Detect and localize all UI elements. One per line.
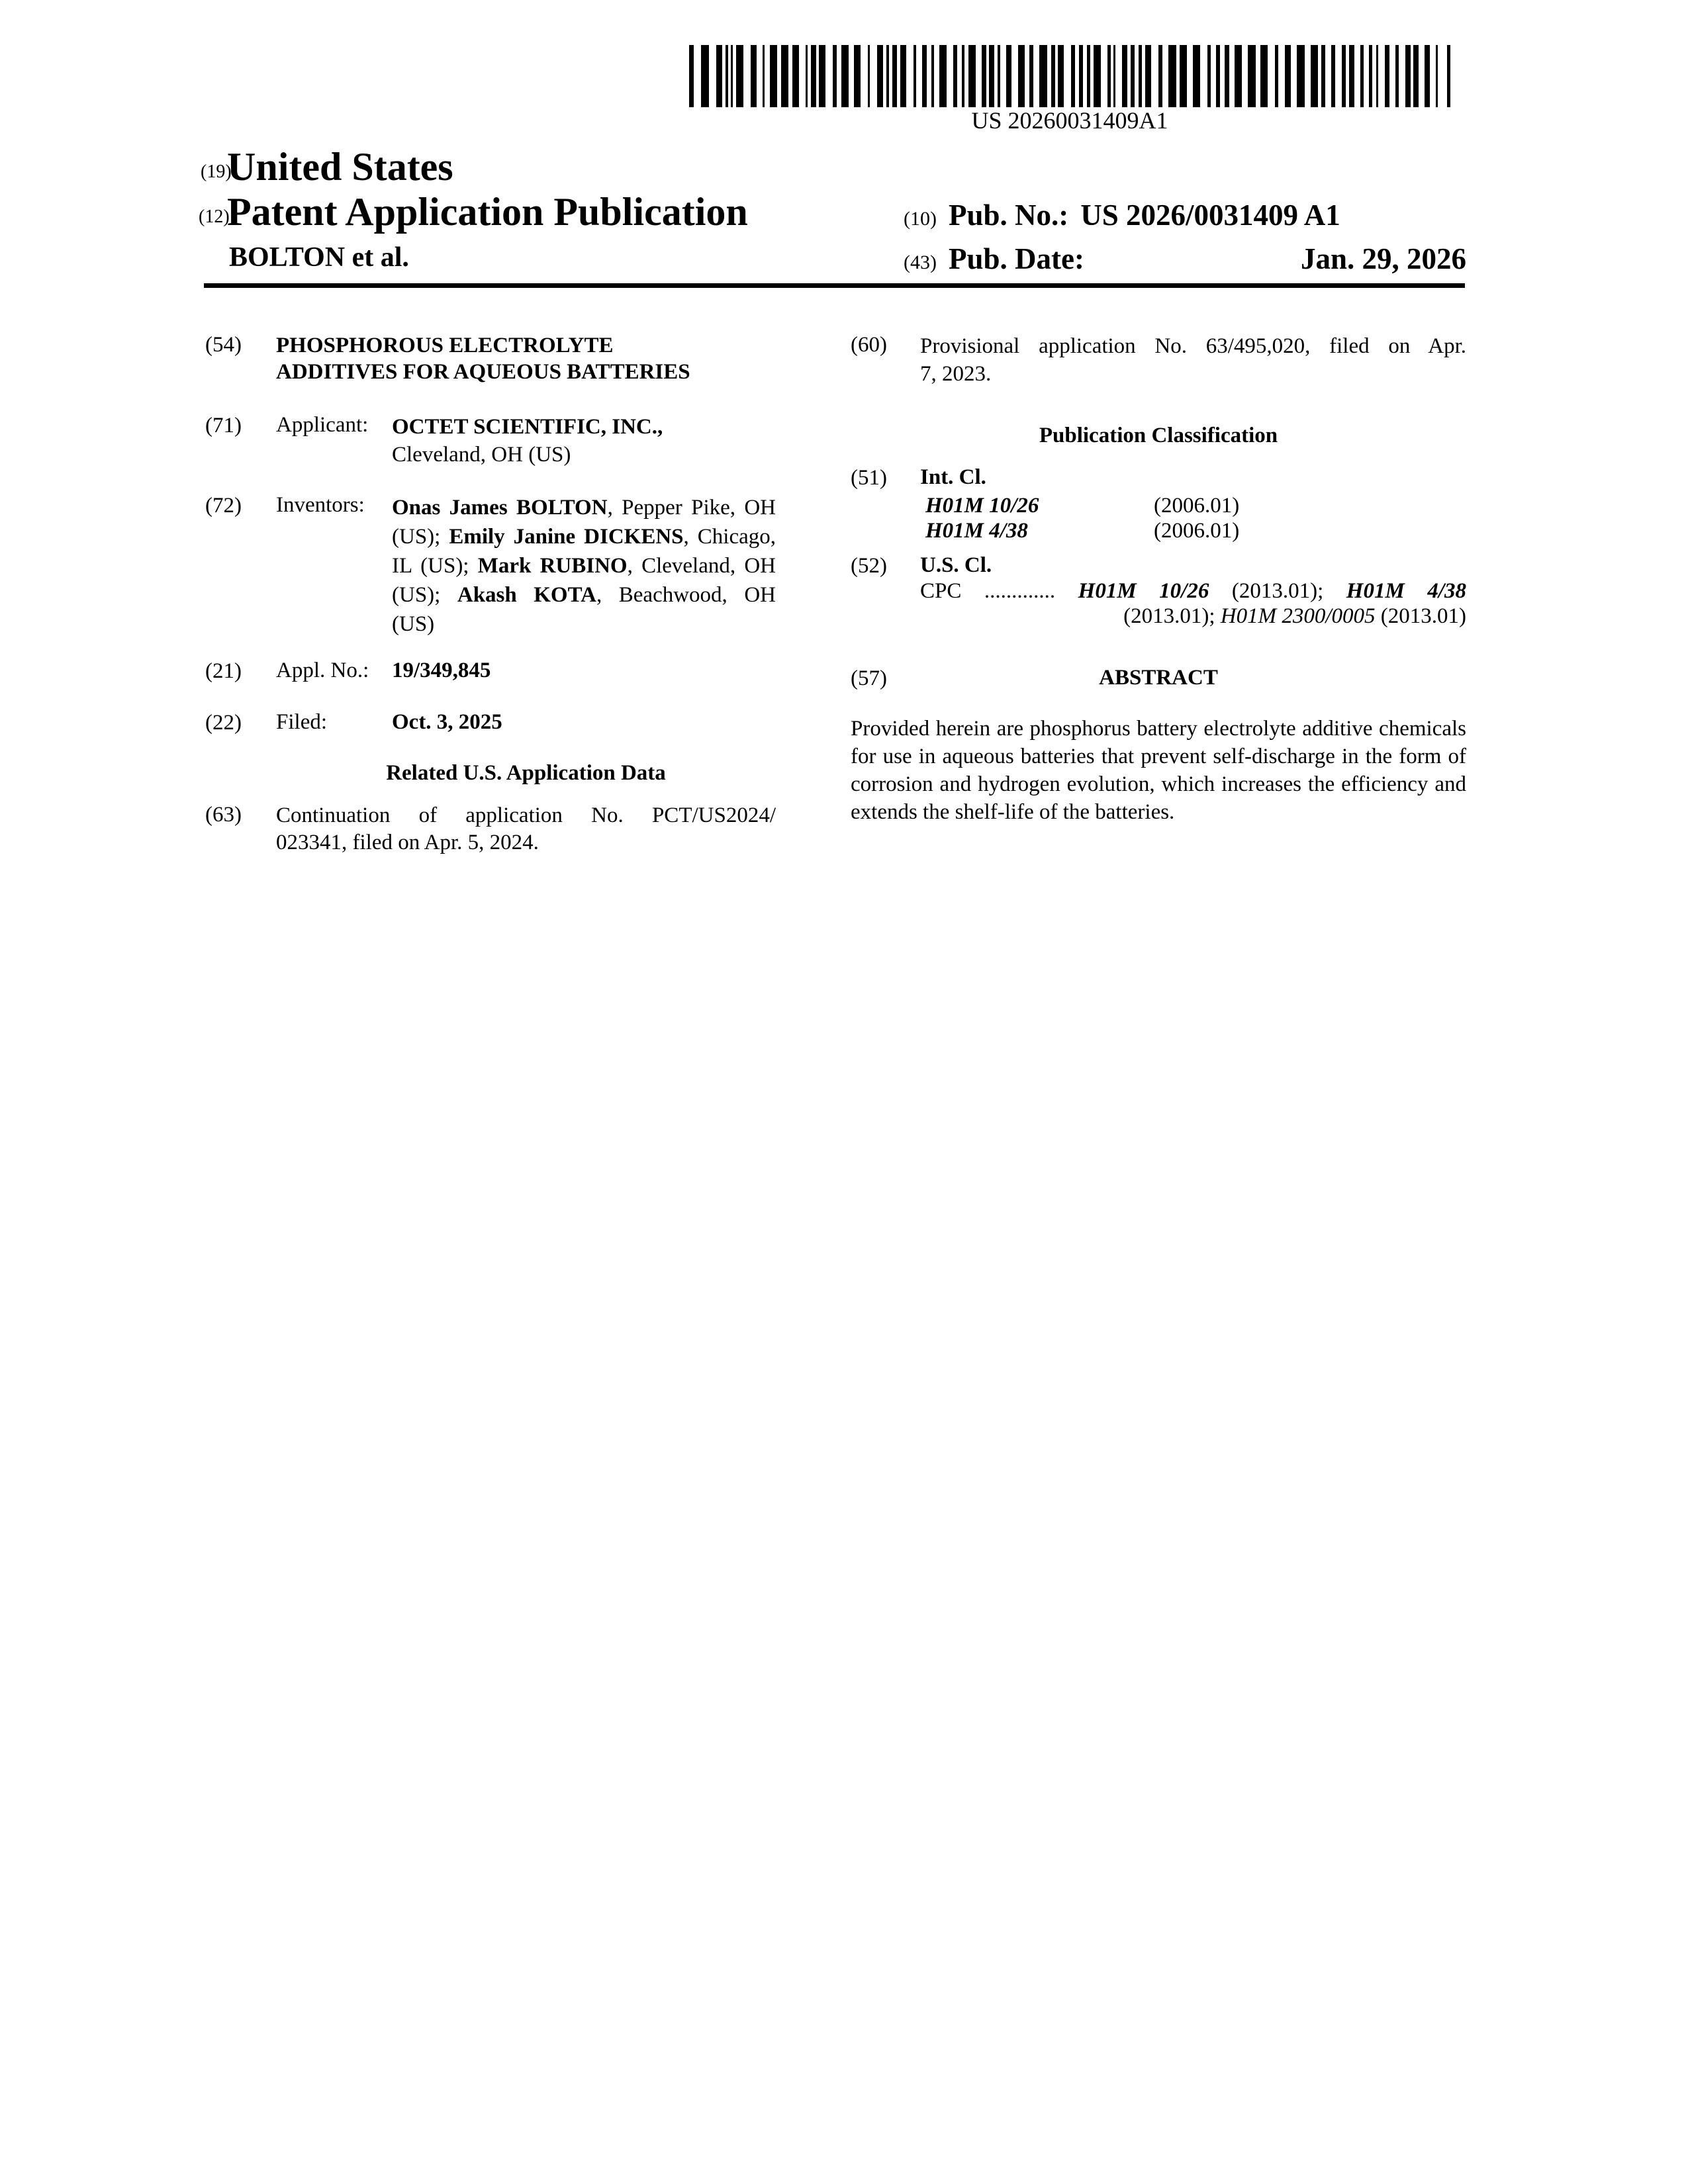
filed-tag: (22) [205, 711, 242, 735]
pub-no-value: US 2026/0031409 A1 [1080, 199, 1340, 232]
cpc-line2: (2013.01); H01M 2300/0005 (2013.01) [1123, 604, 1466, 628]
appl-no-value: 19/349,845 [392, 659, 491, 682]
pub-no-tag: (10) [904, 208, 937, 230]
int-cl-label: Int. Cl. [920, 465, 986, 489]
inventors-tag: (72) [205, 494, 242, 518]
invention-title [276, 332, 779, 385]
provisional-text [920, 332, 1466, 388]
filed-value: Oct. 3, 2025 [392, 710, 502, 734]
country-tag: (19) [201, 161, 232, 182]
invention-title-line1: PHOSPHOROUS ELECTROLYTE [276, 334, 614, 357]
int-cl-year: (2006.01) [1154, 519, 1240, 543]
applicant-name: OCTET SCIENTIFIC, INC., [392, 415, 663, 439]
abstract-tag: (57) [851, 666, 887, 690]
publication-classification-heading: Publication Classification [1039, 424, 1278, 447]
us-cl-tag: (52) [851, 554, 887, 578]
provisional-line1: Provisional application No. 63/495,020, filed on Apr. [920, 334, 1466, 358]
int-cl-entry [920, 518, 1466, 543]
applicant-surname-line: BOLTON et al. [229, 242, 409, 273]
applicant-value [392, 413, 779, 469]
header-divider [204, 283, 1465, 288]
inventors-label: Inventors: [276, 493, 365, 517]
barcode-number: US 20260031409A1 [971, 107, 1168, 134]
pub-date-label-group [904, 244, 1084, 274]
applicant-label: Applicant: [276, 413, 369, 437]
int-cl-entries [920, 493, 1466, 543]
publication-kind-title: Patent Application Publication [227, 190, 748, 234]
country-title: United States [227, 145, 453, 189]
us-cl-label: U.S. Cl. [920, 553, 992, 577]
continuation-line2: 023341, filed on Apr. 5, 2024. [276, 831, 539, 854]
abstract-text: Provided herein are phosphorus battery electrolyte additive chemicals for use in aqueous batteries that prevent self-discharge in the form of corrosion and hydrogen evolution, which increases the efficiency and extends the shelf-life of the batteries. [851, 717, 1466, 824]
appl-no-tag: (21) [205, 659, 242, 683]
pub-no-label: Pub. No.: [948, 199, 1069, 232]
provisional-tag: (60) [851, 333, 887, 357]
appl-no-label: Appl. No.: [276, 659, 369, 682]
provisional-line2: 7, 2023. [920, 362, 992, 386]
pub-no-row [904, 201, 1466, 230]
int-cl-code: H01M 10/26 [925, 494, 1039, 518]
int-cl-year: (2006.01) [1154, 494, 1240, 518]
related-data-heading: Related U.S. Application Data [386, 761, 666, 785]
barcode-image [689, 45, 1450, 107]
continuation-line1: Continuation of application No. PCT/US2024/ [276, 803, 776, 827]
filed-label: Filed: [276, 710, 328, 734]
invention-title-line2: ADDITIVES FOR AQUEOUS BATTERIES [276, 360, 690, 384]
pub-date-label: Pub. Date: [948, 242, 1084, 275]
abstract-heading: ABSTRACT [1099, 666, 1218, 690]
inventors-list: Onas James BOLTON, Pepper Pike, OH (US); Emily Janine DICKENS, Chicago, IL (US); Mark RUBINO, Cleveland, OH (US); Akash KOTA, Beachwood, OH (US) [392, 496, 776, 636]
publication-kind-tag: (12) [199, 206, 230, 227]
applicant-location: Cleveland, OH (US) [392, 443, 571, 467]
int-cl-tag: (51) [851, 466, 887, 490]
continuation-tag: (63) [205, 803, 242, 827]
int-cl-entry [920, 493, 1466, 518]
int-cl-code: H01M 4/38 [925, 519, 1028, 543]
pub-date-value: Jan. 29, 2026 [1300, 242, 1466, 275]
applicant-tag: (71) [205, 414, 242, 437]
title-tag: (54) [205, 333, 242, 357]
continuation-text [276, 802, 776, 856]
pub-date-row [904, 244, 1466, 274]
cpc-line1: CPC ............. H01M 10/26 (2013.01); H01M 4/38 [920, 579, 1466, 603]
pub-date-tag: (43) [904, 251, 937, 273]
